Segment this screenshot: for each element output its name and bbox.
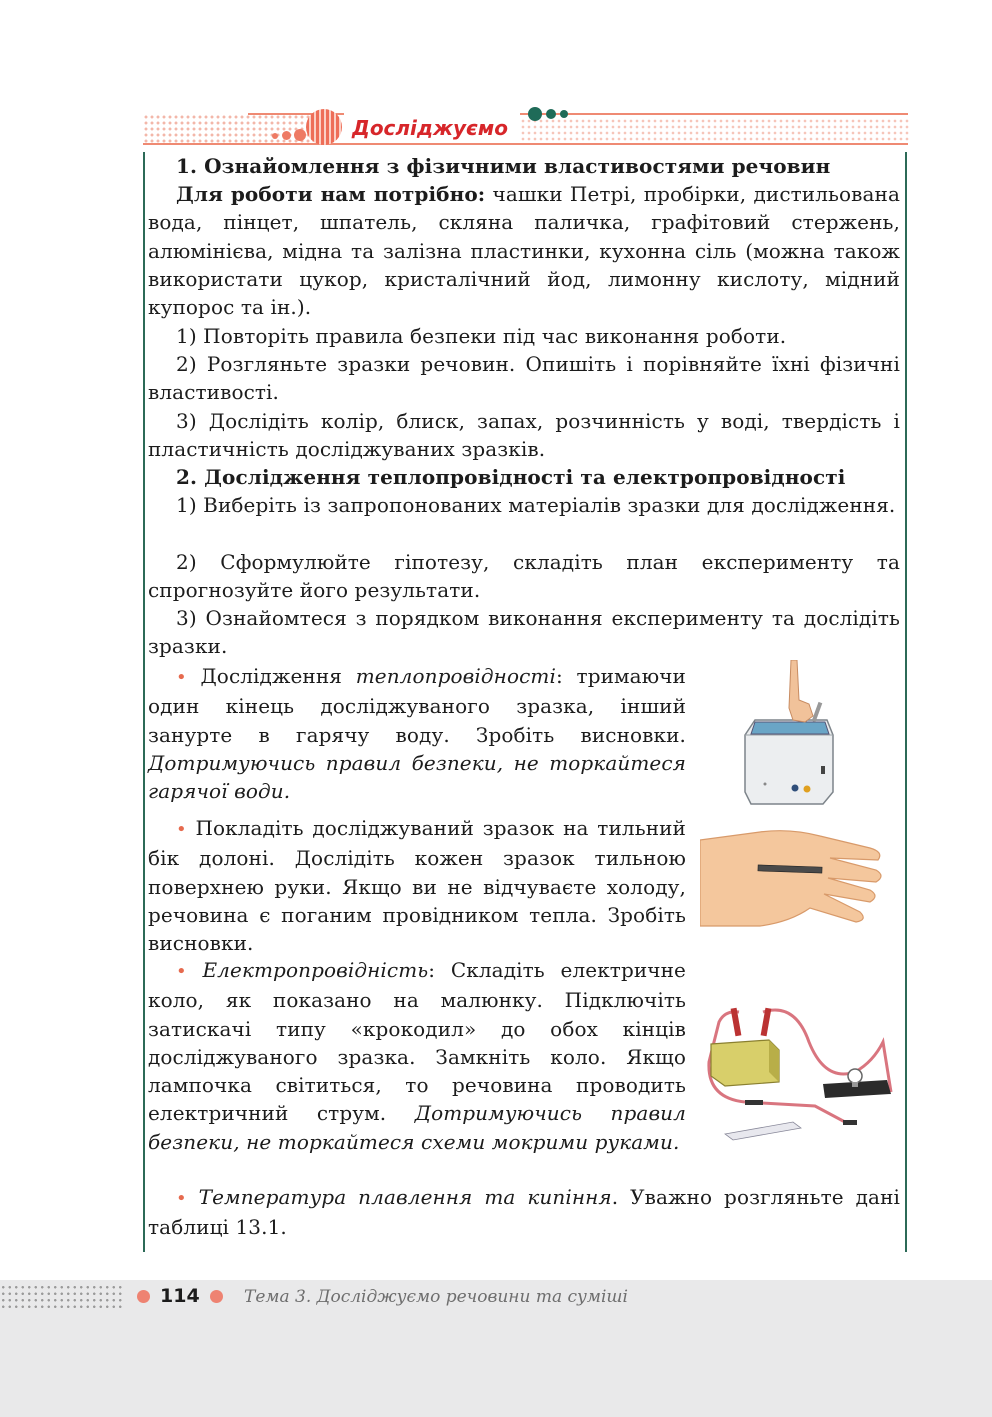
materials-text: чашки Петрі, пробірки, дистильована вода, пінцет, шпатель, скляна паличка, графітовий стержень, алюмінієва, мідна та залізна пластинки, кухонна сіль (можна також використати цукор, кристалічний йод, лимонну кислоту, мідний купорос та ін.). <box>148 182 900 320</box>
materials-paragraph <box>148 180 900 321</box>
footer-dot-pattern <box>0 1284 124 1310</box>
bullet-icon: • <box>176 961 187 982</box>
water-bath-illustration <box>735 660 835 810</box>
frame-rule-left <box>143 152 145 1252</box>
bullet-hand: • Покладіть досліджуваний зразок на тильний бік долоні. Дослідіть кожен зразок тильною поверхнею руки. Якщо ви не відчуваєте холоду, речовина є поганим провідником тепла. Зробіть висновки. <box>148 816 686 956</box>
bullet-icon: • <box>176 667 187 688</box>
footer-dot-icon <box>210 1290 223 1303</box>
header-green-dot-icon <box>528 107 542 121</box>
page-number: 114 <box>160 1285 200 1307</box>
bullet-electric: • Електропровідність: Складіть електричне коло, як показано на малюнку. Підключіть затискачі типу «крокодил» до обох кінців досліджуваного зразка. Замкніть коло. Якщо лампочка світиться, то речовина проводить електричний струм. Дотримуючись правил безпеки, не торкайтеся схеми мокрими руками. <box>148 958 686 1154</box>
section2-step-1: 1) Виберіть із запропонованих матеріалів зразки для дослідження. <box>176 493 896 517</box>
bullet-icon: • <box>176 1188 187 1209</box>
header-rule-bottom <box>143 143 908 145</box>
section1-heading: 1. Ознайомлення з фізичними властивостями речовин <box>176 154 831 178</box>
frame-rule-right <box>905 152 907 1252</box>
footer-topic: Тема 3. Досліджуємо речовини та суміші <box>244 1287 628 1307</box>
header-dot-pattern-right <box>520 118 910 144</box>
header-green-dot-icon <box>560 110 568 118</box>
section-title: Досліджуємо <box>344 113 520 143</box>
section2-step-3: 3) Ознайомтеся з порядком виконання експерименту та дослідіть зразки. <box>148 606 900 659</box>
bullet-thermal: • Дослідження теплопровідності: тримаючи один кінець досліджуваного зразка, інший занурте в гарячу воду. Зробіть висновки. Дотримуючись правил безпеки, не торкайтеся гарячої води. <box>148 664 686 804</box>
header-green-dot-icon <box>546 109 556 119</box>
hand-sample-illustration <box>700 822 890 932</box>
section1-step-3: 3) Дослідіть колір, блиск, запах, розчинність у воді, твердість і пластичність досліджуваних зразків. <box>148 409 900 462</box>
header-striped-circle-icon <box>306 109 342 145</box>
bullet-melting: • Температура плавлення та кипіння. Уважно розгляньте дані таблиці 13.1. <box>148 1185 900 1240</box>
section2-step-2: 2) Сформулюйте гіпотезу, складіть план експерименту та спрогнозуйте його результати. <box>148 550 900 603</box>
header-dot-icon <box>282 131 291 140</box>
section1-step-2: 2) Розгляньте зразки речовин. Опишіть і порівняйте їхні фізичні властивості. <box>148 352 900 405</box>
electric-circuit-illustration <box>705 1002 900 1142</box>
header-dot-icon <box>272 133 278 139</box>
section1-step-1: 1) Повторіть правила безпеки під час виконання роботи. <box>176 324 787 348</box>
footer-dot-icon <box>137 1290 150 1303</box>
bullet-icon: • <box>176 819 187 840</box>
section2-heading: 2. Дослідження теплопровідності та електропровідності <box>176 465 846 489</box>
header-dot-icon <box>294 129 306 141</box>
materials-label: Для роботи нам потрібно: <box>176 182 486 206</box>
